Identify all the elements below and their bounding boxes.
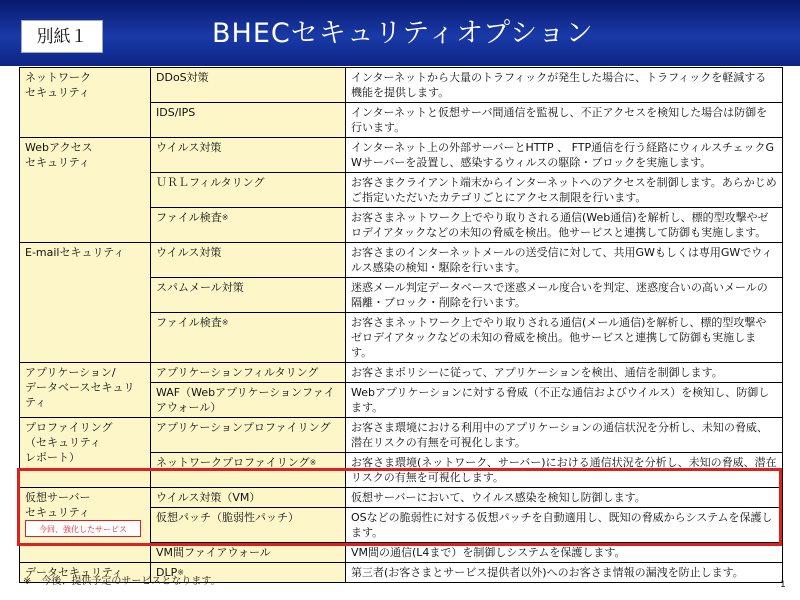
- category-cell: ネットワーク セキュリティ: [20, 68, 151, 138]
- category-cell: E-mailセキュリティ: [20, 243, 151, 363]
- feature-cell: 仮想パッチ（脆弱性パッチ）: [151, 508, 346, 543]
- feature-cell: スパムメール対策: [151, 278, 346, 313]
- feature-cell: ＵＲＬフィルタリング: [151, 173, 346, 208]
- description-cell: お客さまポリシーに従って、アプリケーションを検出、通信を制御します。: [346, 363, 783, 383]
- feature-cell: DDoS対策: [151, 68, 346, 103]
- description-cell: 仮想サーバーにおいて、ウイルス感染を検知し防御します。: [346, 488, 783, 508]
- feature-cell: ファイル検査※: [151, 313, 346, 363]
- feature-cell: アプリケーションプロファイリング: [151, 418, 346, 453]
- feature-cell: WAF（Webアプリケーションファイアウォール）: [151, 383, 346, 418]
- category-cell: Webアクセス セキュリティ: [20, 138, 151, 243]
- description-cell: インターネット上の外部サーバーとHTTP 、 FTP通信を行う経路にウィルスチェックGWサーバーを設置し、感染するウィルスの駆除・ブロックを実施します。: [346, 138, 783, 173]
- page-number: 1: [780, 580, 786, 590]
- footnote: ※ 今後、提供予定のサービスとなります。: [23, 576, 221, 587]
- description-cell: OSなどの脆弱性に対する仮想パッチを自動適用し、既知の脅威からシステムを保護します。: [346, 508, 783, 543]
- description-cell: お客さまネットワーク上でやり取りされる通信(Web通信)を解析し、標的型攻撃やゼロデイアタックなどの未知の脅威を検出。他サービスと連携して防御も実施します。: [346, 208, 783, 243]
- feature-cell: DLP※: [151, 563, 346, 583]
- attachment-badge: 別紙１: [21, 20, 103, 53]
- description-cell: 第三者(お客さまとサービス提供者以外)へのお客さま情報の漏洩を防止します。: [346, 563, 783, 583]
- description-cell: VM間の通信(L4まで）を制御しシステムを保護します。: [346, 543, 783, 563]
- description-cell: インターネットから大量のトラフィックが発生した場合に、トラフィックを軽減する機能を提供します。: [346, 68, 783, 103]
- feature-cell: ウイルス対策: [151, 138, 346, 173]
- description-cell: お客さまのインターネットメールの送受信に対して、共用GWもしくは専用GWでウィルス感染の検知・駆除を行います。: [346, 243, 783, 278]
- table-row: [20, 68, 783, 103]
- description-cell: Webアプリケーションに対する脅威（不正な通信およびウイルス）を検知し、防御します。: [346, 383, 783, 418]
- description-cell: お客さま環境における利用中のアプリケーションの通信状況を分析し、未知の脅威、潜在リスクの有無を可視化します。: [346, 418, 783, 453]
- description-cell: 迷惑メール判定データベースで迷惑メール度合いを判定、迷惑度合いの高いメールの隔離・ブロック・削除を行います。: [346, 278, 783, 313]
- description-cell: お客さま環境(ネットワーク、サーバー)における通信状況を分析し、未知の脅威、潜在リスクの有無を可視化します。: [346, 453, 783, 488]
- table-row: [20, 138, 783, 173]
- page-title: BHECセキュリティオプション: [212, 18, 594, 49]
- description-cell: お客さまネットワーク上でやり取りされる通信(メール通信)を解析し、標的型攻撃やゼロデイアタックなどの未知の脅威を検出。他サービスと連携して防御も実施します。: [346, 313, 783, 363]
- feature-cell: ファイル検査※: [151, 208, 346, 243]
- table-row: [20, 488, 783, 508]
- table-row: [20, 363, 783, 383]
- enhanced-services-tag: 今回、強化したサービス: [25, 520, 141, 537]
- description-cell: インターネットと仮想サーバ間通信を監視し、不正アクセスを検知した場合は防御を行います。: [346, 103, 783, 138]
- feature-cell: ウイルス対策（VM）: [151, 488, 346, 508]
- feature-cell: ウイルス対策: [151, 243, 346, 278]
- table-row: [20, 243, 783, 278]
- category-cell: アプリケーション/ データベースセキュリティ: [20, 363, 151, 418]
- feature-cell: ネットワークプロファイリング※: [151, 453, 346, 488]
- feature-cell: VM間ファイアウォール: [151, 543, 346, 563]
- title-banner: [0, 0, 800, 66]
- feature-cell: アプリケーションフィルタリング: [151, 363, 346, 383]
- category-cell: 仮想サーバー セキュリティ: [20, 488, 151, 563]
- description-cell: お客さまクライアント端末からインターネットへのアクセスを制御します。あらかじめご指定いただいたカテゴリごとにアクセス制限を行います。: [346, 173, 783, 208]
- category-cell: プロファイリング （セキュリティ レポート）: [20, 418, 151, 488]
- category-cell: データセキュリティ: [20, 563, 151, 583]
- security-options-table: [19, 67, 783, 583]
- table-row: [20, 418, 783, 453]
- feature-cell: IDS/IPS: [151, 103, 346, 138]
